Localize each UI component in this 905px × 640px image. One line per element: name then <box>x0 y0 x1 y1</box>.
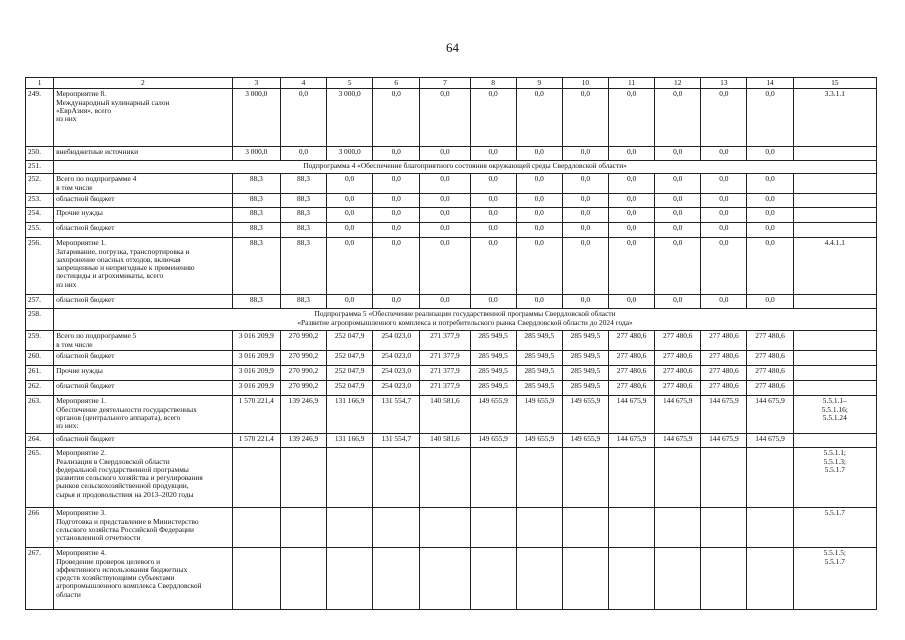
value-cell <box>516 548 562 610</box>
row-name: Прочие нужды <box>54 366 233 381</box>
value-cell: 131 554,7 <box>373 396 420 434</box>
value-cell: 285 949,5 <box>562 351 608 366</box>
table-row <box>26 366 877 381</box>
value-cell <box>232 448 280 508</box>
value-cell: 0,0 <box>747 194 793 208</box>
value-cell: 0,0 <box>608 89 654 147</box>
value-cell: 144 675,9 <box>608 434 654 448</box>
column-header: 15 <box>793 78 876 89</box>
value-cell: 0,0 <box>655 174 701 194</box>
column-header: 6 <box>373 78 420 89</box>
value-cell: 277 480,6 <box>747 351 793 366</box>
value-cell: 0,0 <box>516 295 562 309</box>
value-cell <box>516 508 562 548</box>
value-cell: 277 480,6 <box>655 351 701 366</box>
value-cell: 131 166,9 <box>327 396 373 434</box>
value-cell: 88,3 <box>232 238 280 295</box>
value-cell: 252 047,9 <box>327 351 373 366</box>
value-cell: 277 480,6 <box>747 381 793 396</box>
value-cell: 3 000,0 <box>327 147 373 161</box>
value-cell: 254 023,0 <box>373 331 420 351</box>
table-row <box>26 508 877 548</box>
table-row <box>26 331 877 351</box>
value-cell: 285 949,5 <box>562 331 608 351</box>
value-cell: 0,0 <box>516 238 562 295</box>
value-cell <box>655 508 701 548</box>
row-name: внебюджетные источники <box>54 147 233 161</box>
value-cell: 0,0 <box>420 238 470 295</box>
value-cell: 252 047,9 <box>327 331 373 351</box>
row-name: Мероприятие 8. Международный кулинарный салон «ЕврАзия», всего из них <box>54 89 233 147</box>
value-cell: 0,0 <box>327 223 373 238</box>
value-cell: 0,0 <box>655 238 701 295</box>
value-cell: 0,0 <box>470 194 516 208</box>
value-cell: 252 047,9 <box>327 366 373 381</box>
subprogram-title: Подпрограмма 5 «Обеспечение реализации государственной программы Свердловской области «Развитие агропромышленного комплекса и потребительского рынка Свердловской области до 2024 года» <box>54 309 877 331</box>
value-cell: 271 377,9 <box>420 366 470 381</box>
value-cell <box>327 508 373 548</box>
value-cell: 149 655,9 <box>470 434 516 448</box>
value-cell: 270 990,2 <box>280 351 326 366</box>
table-row <box>26 448 877 508</box>
budget-table <box>25 77 877 610</box>
table-body <box>26 78 877 610</box>
value-cell <box>232 548 280 610</box>
value-cell: 0,0 <box>420 208 470 223</box>
table-row <box>26 194 877 208</box>
value-cell: 0,0 <box>701 238 747 295</box>
value-cell: 88,3 <box>232 208 280 223</box>
value-cell: 285 949,5 <box>562 366 608 381</box>
value-cell: 0,0 <box>373 223 420 238</box>
value-cell: 0,0 <box>701 147 747 161</box>
row-number: 264. <box>26 434 54 448</box>
target-indicator: 3.3.1.1 <box>793 89 876 147</box>
value-cell: 0,0 <box>655 223 701 238</box>
value-cell: 0,0 <box>516 208 562 223</box>
target-indicator <box>793 147 876 161</box>
value-cell: 88,3 <box>280 223 326 238</box>
value-cell: 131 166,9 <box>327 434 373 448</box>
value-cell <box>562 448 608 508</box>
value-cell: 149 655,9 <box>516 396 562 434</box>
value-cell: 0,0 <box>327 295 373 309</box>
value-cell: 0,0 <box>701 208 747 223</box>
value-cell: 88,3 <box>232 295 280 309</box>
value-cell: 270 990,2 <box>280 366 326 381</box>
row-number: 256. <box>26 238 54 295</box>
value-cell: 140 581,6 <box>420 434 470 448</box>
value-cell: 277 480,6 <box>747 366 793 381</box>
value-cell: 277 480,6 <box>608 331 654 351</box>
value-cell <box>608 548 654 610</box>
value-cell: 144 675,9 <box>701 434 747 448</box>
table-row <box>26 295 877 309</box>
column-header: 7 <box>420 78 470 89</box>
row-name: Всего по подпрограмме 4 в том числе <box>54 174 233 194</box>
value-cell: 277 480,6 <box>701 351 747 366</box>
target-indicator: 5.5.1.7 <box>793 508 876 548</box>
value-cell: 0,0 <box>420 147 470 161</box>
row-number: 257. <box>26 295 54 309</box>
row-name: Мероприятие 3. Подготовка и представление в Министерство сельского хозяйства Российской Федерации установленной отчетности <box>54 508 233 548</box>
value-cell: 0,0 <box>470 295 516 309</box>
value-cell: 277 480,6 <box>701 366 747 381</box>
value-cell: 0,0 <box>562 223 608 238</box>
value-cell: 277 480,6 <box>701 331 747 351</box>
row-number: 250. <box>26 147 54 161</box>
target-indicator <box>793 351 876 366</box>
value-cell: 271 377,9 <box>420 381 470 396</box>
value-cell: 285 949,5 <box>516 331 562 351</box>
value-cell: 144 675,9 <box>747 434 793 448</box>
value-cell: 0,0 <box>747 208 793 223</box>
value-cell: 270 990,2 <box>280 331 326 351</box>
value-cell: 0,0 <box>655 89 701 147</box>
column-header: 1 <box>26 78 54 89</box>
value-cell: 252 047,9 <box>327 381 373 396</box>
value-cell: 0,0 <box>470 147 516 161</box>
value-cell: 0,0 <box>280 89 326 147</box>
row-name: областной бюджет <box>54 194 233 208</box>
value-cell <box>701 508 747 548</box>
subprogram-row <box>26 161 877 174</box>
value-cell: 0,0 <box>655 295 701 309</box>
value-cell: 254 023,0 <box>373 366 420 381</box>
column-header: 5 <box>327 78 373 89</box>
value-cell: 0,0 <box>655 147 701 161</box>
value-cell: 0,0 <box>562 174 608 194</box>
value-cell: 0,0 <box>373 147 420 161</box>
column-header: 13 <box>701 78 747 89</box>
value-cell: 277 480,6 <box>608 381 654 396</box>
target-indicator <box>793 194 876 208</box>
table-row <box>26 396 877 434</box>
value-cell: 277 480,6 <box>655 381 701 396</box>
table-row <box>26 89 877 147</box>
value-cell: 0,0 <box>747 89 793 147</box>
value-cell: 0,0 <box>608 223 654 238</box>
value-cell: 0,0 <box>701 223 747 238</box>
column-header-row <box>26 78 877 89</box>
value-cell: 0,0 <box>327 208 373 223</box>
table-row <box>26 223 877 238</box>
row-number: 254. <box>26 208 54 223</box>
value-cell: 3 000,0 <box>327 89 373 147</box>
table-row <box>26 208 877 223</box>
row-number: 267. <box>26 548 54 610</box>
value-cell: 88,3 <box>232 194 280 208</box>
value-cell: 277 480,6 <box>701 381 747 396</box>
value-cell: 277 480,6 <box>608 351 654 366</box>
target-indicator: 4.4.1.1 <box>793 238 876 295</box>
value-cell: 0,0 <box>655 194 701 208</box>
row-name: областной бюджет <box>54 295 233 309</box>
value-cell <box>562 508 608 548</box>
value-cell: 0,0 <box>420 194 470 208</box>
subprogram-title: Подпрограмма 4 «Обеспечение благоприятного состояния окружающей среды Свердловской области» <box>54 161 877 174</box>
target-indicator <box>793 295 876 309</box>
value-cell <box>516 448 562 508</box>
value-cell: 3 000,0 <box>232 147 280 161</box>
subprogram-row <box>26 309 877 331</box>
value-cell: 254 023,0 <box>373 381 420 396</box>
column-header: 10 <box>562 78 608 89</box>
value-cell <box>608 508 654 548</box>
value-cell: 0,0 <box>608 295 654 309</box>
value-cell: 0,0 <box>608 147 654 161</box>
row-number: 266 <box>26 508 54 548</box>
value-cell: 3 000,0 <box>232 89 280 147</box>
row-name: Мероприятие 2. Реализация в Свердловской области федеральной государственной программы развития сельского хозяйства и регулирования рынков сельскохозяйственной продукции, сырья и продовольствия на 2013–2020 годы <box>54 448 233 508</box>
value-cell: 0,0 <box>373 208 420 223</box>
value-cell: 0,0 <box>420 89 470 147</box>
value-cell <box>470 448 516 508</box>
row-number: 263. <box>26 396 54 434</box>
value-cell: 139 246,9 <box>280 396 326 434</box>
value-cell: 254 023,0 <box>373 351 420 366</box>
value-cell: 149 655,9 <box>562 396 608 434</box>
row-number: 258. <box>26 309 54 331</box>
value-cell: 88,3 <box>280 174 326 194</box>
value-cell: 277 480,6 <box>608 366 654 381</box>
value-cell: 270 990,2 <box>280 381 326 396</box>
value-cell: 0,0 <box>470 174 516 194</box>
row-number: 255. <box>26 223 54 238</box>
value-cell: 0,0 <box>747 223 793 238</box>
target-indicator <box>793 174 876 194</box>
value-cell <box>373 508 420 548</box>
value-cell: 0,0 <box>747 174 793 194</box>
value-cell <box>232 508 280 548</box>
value-cell: 0,0 <box>747 147 793 161</box>
table-row <box>26 381 877 396</box>
value-cell: 0,0 <box>701 174 747 194</box>
value-cell: 0,0 <box>280 147 326 161</box>
value-cell: 0,0 <box>516 223 562 238</box>
value-cell: 0,0 <box>747 295 793 309</box>
value-cell: 144 675,9 <box>747 396 793 434</box>
value-cell: 0,0 <box>701 194 747 208</box>
value-cell: 0,0 <box>562 194 608 208</box>
value-cell: 0,0 <box>562 89 608 147</box>
value-cell: 144 675,9 <box>608 396 654 434</box>
value-cell: 277 480,6 <box>655 366 701 381</box>
value-cell: 88,3 <box>280 238 326 295</box>
value-cell: 144 675,9 <box>655 396 701 434</box>
value-cell: 285 949,5 <box>562 381 608 396</box>
row-number: 265. <box>26 448 54 508</box>
target-indicator <box>793 434 876 448</box>
target-indicator <box>793 223 876 238</box>
column-header: 8 <box>470 78 516 89</box>
value-cell: 0,0 <box>373 174 420 194</box>
target-indicator <box>793 381 876 396</box>
table-row <box>26 147 877 161</box>
value-cell: 140 581,6 <box>420 396 470 434</box>
value-cell: 0,0 <box>516 174 562 194</box>
value-cell <box>701 548 747 610</box>
value-cell <box>420 548 470 610</box>
value-cell: 285 949,5 <box>516 351 562 366</box>
table-row <box>26 238 877 295</box>
value-cell: 277 480,6 <box>655 331 701 351</box>
target-indicator: 5.5.1.5; 5.5.1.7 <box>793 548 876 610</box>
value-cell: 0,0 <box>420 295 470 309</box>
row-name: Мероприятие 1. Обеспечение деятельности государственных органов (центрального аппарата), всего из них: <box>54 396 233 434</box>
value-cell: 0,0 <box>608 194 654 208</box>
value-cell: 88,3 <box>280 208 326 223</box>
row-number: 260. <box>26 351 54 366</box>
column-header: 3 <box>232 78 280 89</box>
page-number: 64 <box>446 40 459 55</box>
value-cell: 285 949,5 <box>470 331 516 351</box>
row-name: Мероприятие 4. Проведение проверок целевого и эффективного использования бюджетных средств хозяйствующими субъектами агропромышленного комплекса Свердловской области <box>54 548 233 610</box>
row-name: Мероприятие 1. Затаривание, погрузка, транспортировка и захоронение опасных отходов, включая запрещенные и непригодные к применению пестициды и агрохимикаты, всего из них <box>54 238 233 295</box>
row-name: Всего по подпрограмме 5 в том числе <box>54 331 233 351</box>
value-cell <box>373 548 420 610</box>
target-indicator <box>793 208 876 223</box>
value-cell: 0,0 <box>420 174 470 194</box>
value-cell: 0,0 <box>701 295 747 309</box>
column-header: 12 <box>655 78 701 89</box>
value-cell <box>280 508 326 548</box>
row-name: областной бюджет <box>54 223 233 238</box>
column-header: 9 <box>516 78 562 89</box>
value-cell: 0,0 <box>470 208 516 223</box>
value-cell: 88,3 <box>232 223 280 238</box>
value-cell: 0,0 <box>420 223 470 238</box>
target-indicator <box>793 366 876 381</box>
target-indicator: 5.5.1.1; 5.5.1.3; 5.5.1.7 <box>793 448 876 508</box>
value-cell: 0,0 <box>470 89 516 147</box>
row-number: 259. <box>26 331 54 351</box>
value-cell <box>701 448 747 508</box>
value-cell: 271 377,9 <box>420 331 470 351</box>
value-cell: 149 655,9 <box>516 434 562 448</box>
value-cell: 88,3 <box>280 194 326 208</box>
value-cell <box>470 508 516 548</box>
value-cell: 88,3 <box>232 174 280 194</box>
value-cell: 0,0 <box>516 89 562 147</box>
value-cell: 285 949,5 <box>516 366 562 381</box>
value-cell: 0,0 <box>562 295 608 309</box>
value-cell <box>327 548 373 610</box>
value-cell: 3 016 209,9 <box>232 351 280 366</box>
row-number: 261. <box>26 366 54 381</box>
value-cell: 0,0 <box>470 238 516 295</box>
table-row <box>26 174 877 194</box>
value-cell: 88,3 <box>280 295 326 309</box>
value-cell <box>655 448 701 508</box>
column-header: 11 <box>608 78 654 89</box>
value-cell: 285 949,5 <box>470 351 516 366</box>
value-cell <box>420 448 470 508</box>
value-cell <box>747 548 793 610</box>
table-row <box>26 351 877 366</box>
row-name: областной бюджет <box>54 434 233 448</box>
value-cell <box>280 448 326 508</box>
row-number: 251. <box>26 161 54 174</box>
row-name: Прочие нужды <box>54 208 233 223</box>
value-cell: 144 675,9 <box>701 396 747 434</box>
value-cell: 0,0 <box>655 208 701 223</box>
value-cell: 1 570 221,4 <box>232 396 280 434</box>
value-cell: 0,0 <box>608 174 654 194</box>
value-cell: 0,0 <box>470 223 516 238</box>
value-cell: 0,0 <box>562 238 608 295</box>
value-cell: 285 949,5 <box>516 381 562 396</box>
value-cell: 0,0 <box>516 194 562 208</box>
value-cell: 144 675,9 <box>655 434 701 448</box>
value-cell: 285 949,5 <box>470 366 516 381</box>
row-number: 262. <box>26 381 54 396</box>
value-cell: 0,0 <box>373 194 420 208</box>
value-cell: 149 655,9 <box>470 396 516 434</box>
row-name: областной бюджет <box>54 351 233 366</box>
target-indicator: 5.5.1.1– 5.5.1.16; 5.5.1.24 <box>793 396 876 434</box>
value-cell: 0,0 <box>701 89 747 147</box>
value-cell <box>562 548 608 610</box>
value-cell: 131 554,7 <box>373 434 420 448</box>
row-number: 253. <box>26 194 54 208</box>
value-cell: 0,0 <box>608 208 654 223</box>
value-cell: 0,0 <box>562 147 608 161</box>
value-cell: 3 016 209,9 <box>232 331 280 351</box>
column-header: 2 <box>54 78 233 89</box>
value-cell: 3 016 209,9 <box>232 366 280 381</box>
value-cell: 0,0 <box>327 174 373 194</box>
row-number: 249. <box>26 89 54 147</box>
value-cell: 0,0 <box>373 295 420 309</box>
value-cell <box>327 448 373 508</box>
row-number: 252. <box>26 174 54 194</box>
value-cell <box>470 548 516 610</box>
value-cell <box>655 548 701 610</box>
value-cell: 0,0 <box>516 147 562 161</box>
value-cell: 0,0 <box>373 89 420 147</box>
value-cell <box>373 448 420 508</box>
value-cell <box>747 448 793 508</box>
value-cell: 0,0 <box>327 194 373 208</box>
column-header: 4 <box>280 78 326 89</box>
value-cell: 0,0 <box>327 238 373 295</box>
table-row <box>26 434 877 448</box>
value-cell: 0,0 <box>373 238 420 295</box>
value-cell <box>280 548 326 610</box>
value-cell: 277 480,6 <box>747 331 793 351</box>
value-cell: 0,0 <box>747 238 793 295</box>
value-cell <box>608 448 654 508</box>
value-cell: 271 377,9 <box>420 351 470 366</box>
value-cell: 3 016 209,9 <box>232 381 280 396</box>
value-cell: 149 655,9 <box>562 434 608 448</box>
table-row <box>26 548 877 610</box>
column-header: 14 <box>747 78 793 89</box>
value-cell <box>747 508 793 548</box>
value-cell <box>420 508 470 548</box>
value-cell: 1 570 221,4 <box>232 434 280 448</box>
row-name: областной бюджет <box>54 381 233 396</box>
value-cell: 285 949,5 <box>470 381 516 396</box>
target-indicator <box>793 331 876 351</box>
value-cell: 139 246,9 <box>280 434 326 448</box>
value-cell: 0,0 <box>608 238 654 295</box>
value-cell: 0,0 <box>562 208 608 223</box>
